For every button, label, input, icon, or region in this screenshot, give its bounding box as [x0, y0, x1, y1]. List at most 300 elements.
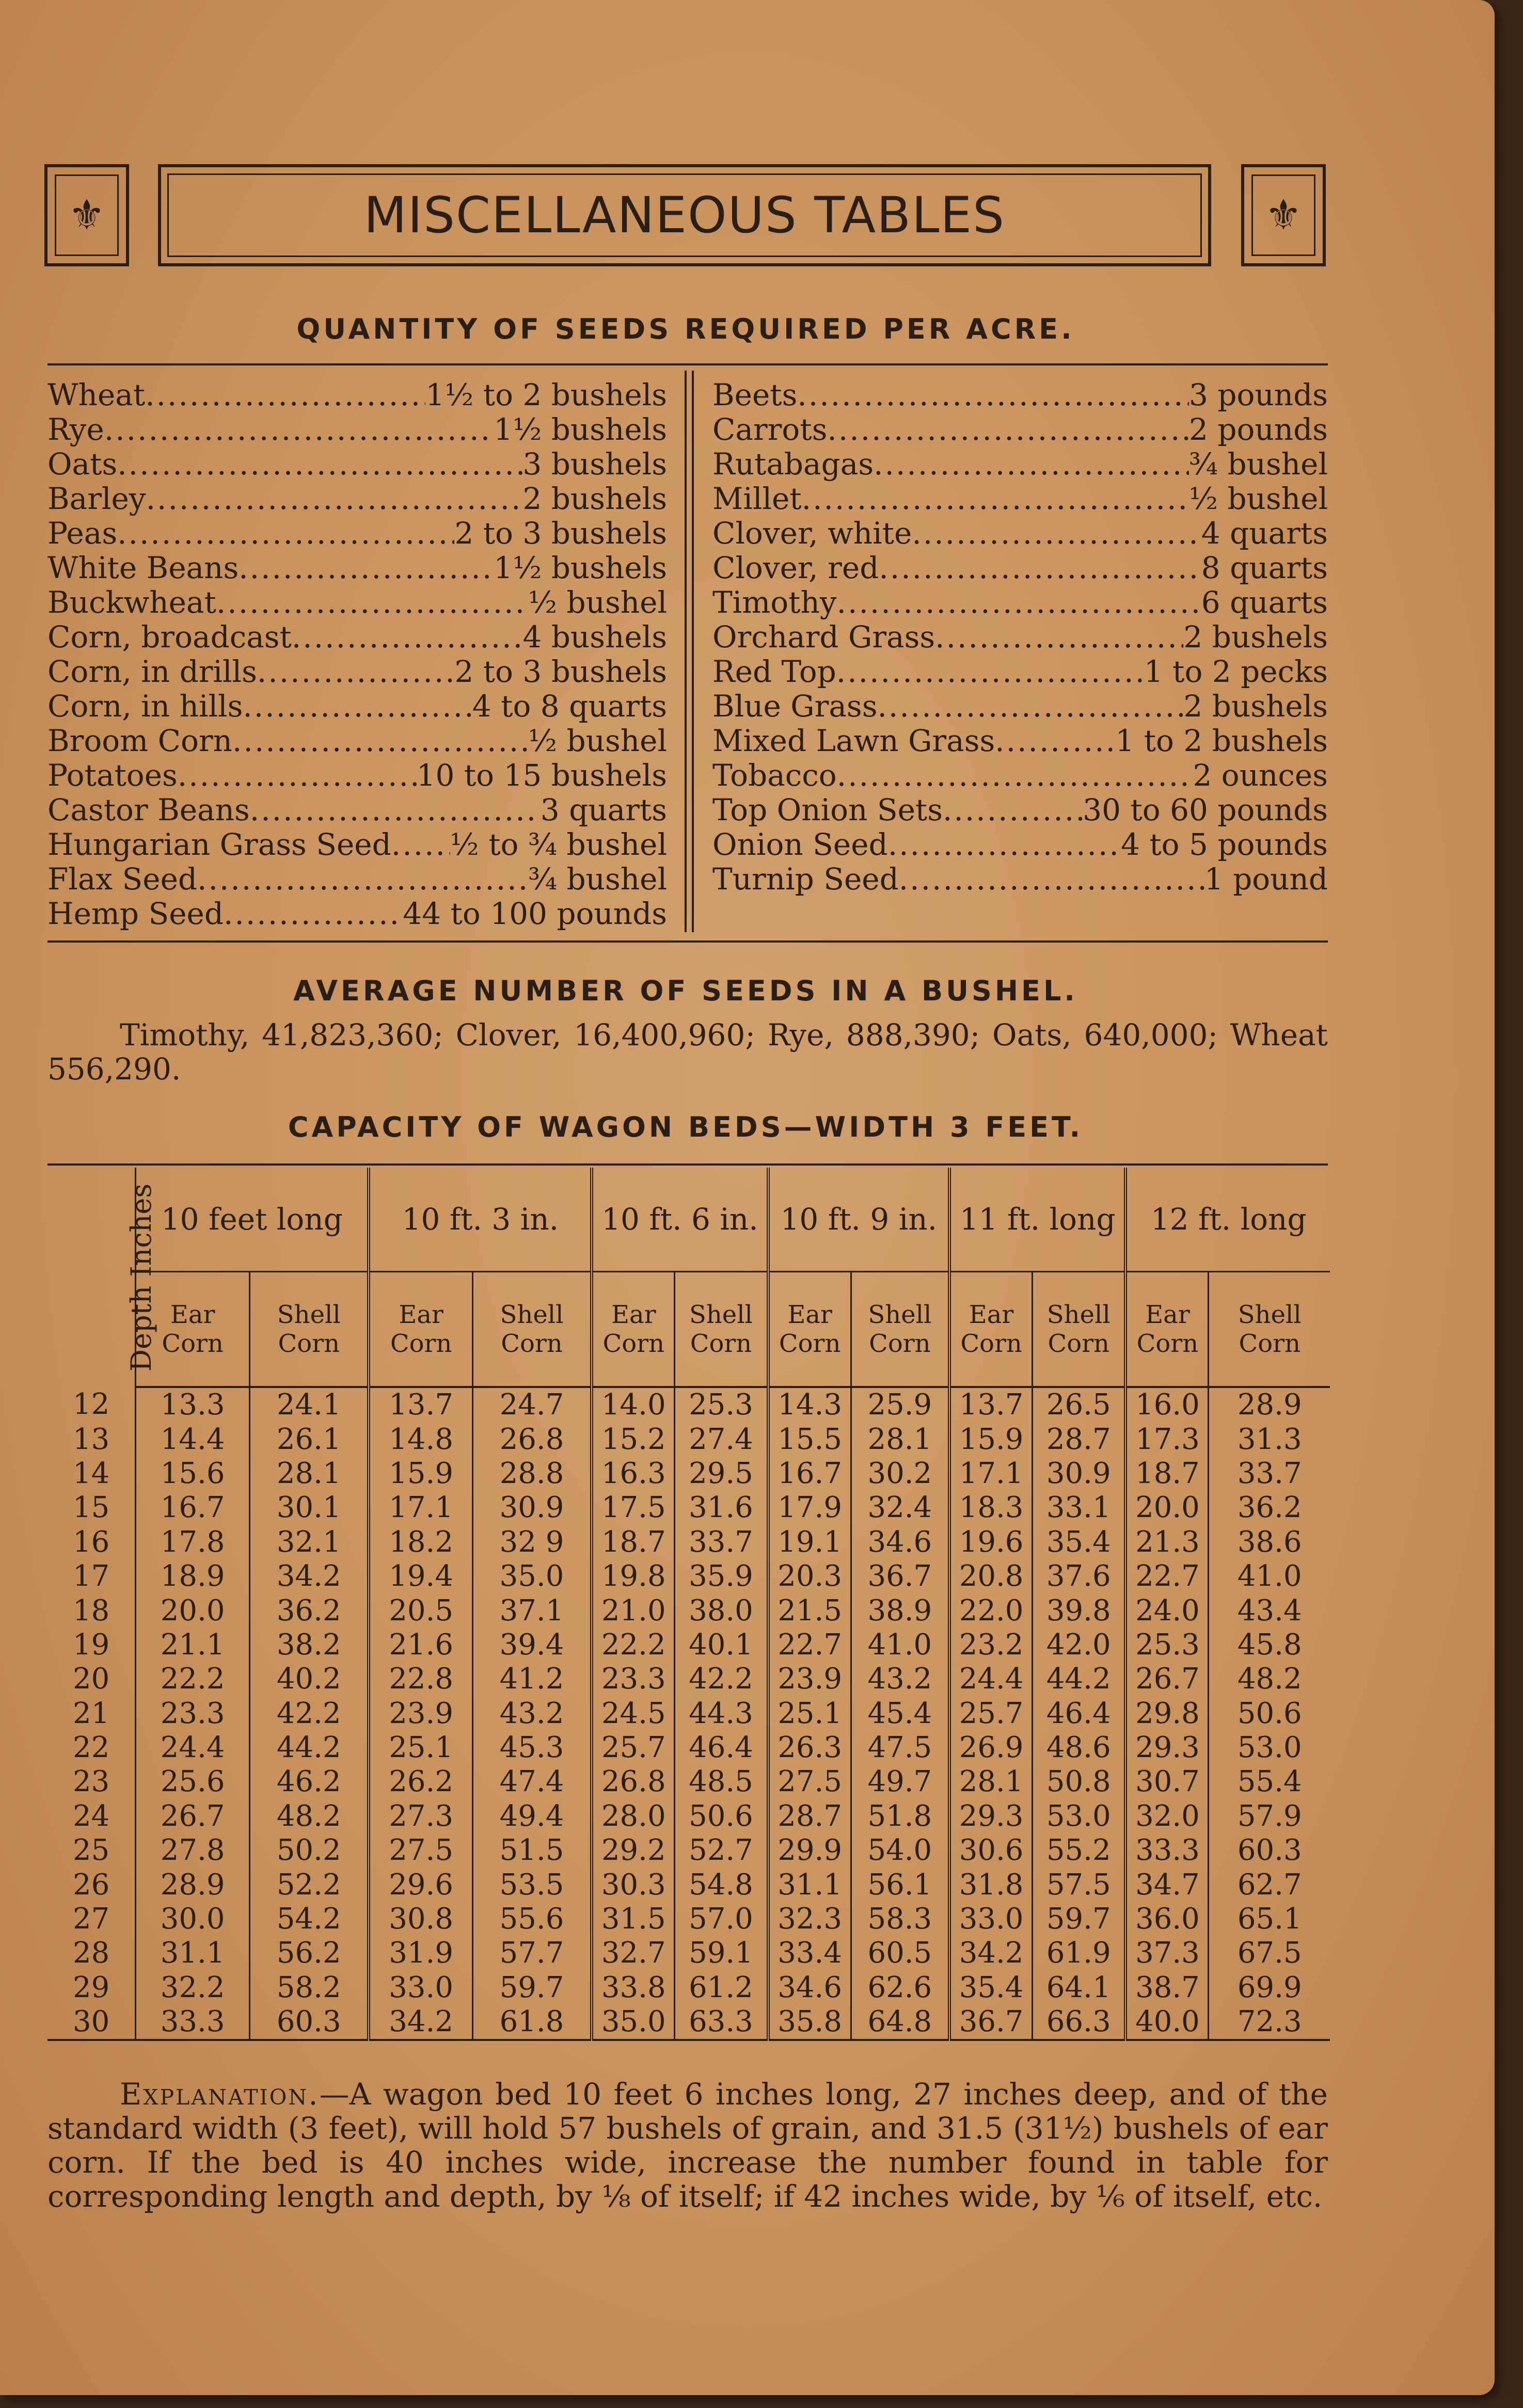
shell-corn-cell: 62.7	[1209, 1868, 1330, 1902]
table-row	[47, 1765, 1330, 1799]
ear-corn-cell: 25.3	[1125, 1628, 1209, 1662]
shell-corn-cell: 44.2	[250, 1731, 369, 1765]
ear-corn-header: Ear Corn	[136, 1272, 250, 1388]
shell-corn-cell: 60.3	[250, 2005, 369, 2040]
table-row	[47, 1936, 1330, 1970]
seed-row	[47, 620, 667, 655]
shell-corn-cell: 27.4	[675, 1422, 768, 1456]
dot-leader	[145, 378, 425, 412]
seed-name: Red Top	[712, 654, 836, 689]
shell-corn-header: Shell Corn	[675, 1272, 768, 1388]
ear-corn-cell: 26.8	[592, 1765, 675, 1799]
wagon-capacity-table	[47, 1168, 1330, 2041]
seed-quantity: 4 to 8 quarts	[472, 689, 667, 724]
ear-corn-cell: 20.0	[1125, 1491, 1209, 1525]
ear-corn-cell: 23.9	[768, 1662, 851, 1696]
ear-corn-cell: 22.8	[369, 1662, 472, 1696]
ear-corn-cell: 18.7	[592, 1525, 675, 1559]
ear-corn-cell: 28.1	[949, 1765, 1033, 1799]
shell-corn-cell: 37.6	[1033, 1559, 1126, 1593]
seed-row	[47, 482, 667, 516]
dot-leader	[995, 724, 1115, 758]
shell-corn-cell: 50.8	[1033, 1765, 1126, 1799]
seed-name: Orchard Grass	[712, 619, 935, 655]
ear-corn-cell: 25.7	[949, 1697, 1033, 1731]
explanation-paragraph	[47, 2077, 1328, 2213]
seed-quantity: ¾ bushel	[1188, 446, 1328, 482]
seed-row	[47, 897, 667, 931]
depth-cell: 26	[72, 1868, 110, 1902]
depth-cell: 17	[72, 1559, 110, 1593]
ear-corn-cell: 13.7	[369, 1387, 472, 1422]
shell-corn-cell: 38.2	[250, 1628, 369, 1662]
length-group-header: 10 feet long	[136, 1168, 369, 1272]
depth-cell: 19	[72, 1628, 110, 1662]
shell-corn-cell: 61.9	[1033, 1936, 1126, 1970]
shell-corn-cell: 47.5	[851, 1731, 949, 1765]
dot-leader	[888, 827, 1121, 862]
length-group-header: 10 ft. 3 in.	[369, 1168, 592, 1272]
seed-row	[712, 724, 1328, 758]
ear-corn-cell: 33.8	[592, 1971, 675, 2005]
ear-corn-cell: 15.9	[369, 1457, 472, 1491]
ear-corn-cell: 17.9	[768, 1491, 851, 1525]
ear-corn-cell: 25.7	[592, 1731, 675, 1765]
ear-corn-cell: 24.4	[136, 1731, 250, 1765]
seed-name: Barley	[47, 481, 146, 516]
shell-corn-cell: 38.9	[851, 1593, 949, 1628]
depth-cell: 16	[72, 1525, 110, 1559]
shell-corn-cell: 46.4	[675, 1731, 768, 1765]
shell-corn-cell: 32 9	[472, 1525, 592, 1559]
seed-quantity: 2 ounces	[1193, 758, 1328, 793]
shell-corn-cell: 55.2	[1033, 1833, 1126, 1868]
seed-row	[712, 793, 1328, 827]
shell-corn-cell: 55.6	[472, 1902, 592, 1936]
seed-name: Millet	[712, 481, 802, 516]
depth-cell: 15	[72, 1491, 110, 1525]
shell-corn-cell: 32.4	[851, 1491, 949, 1525]
shell-corn-cell: 69.9	[1209, 1971, 1330, 2005]
shell-corn-cell: 26.8	[472, 1422, 592, 1456]
seed-name: Beets	[712, 377, 798, 412]
shell-corn-cell: 54.2	[250, 1902, 369, 1936]
seed-row	[47, 516, 667, 551]
seed-quantity: 2 pounds	[1189, 412, 1328, 447]
dot-leader	[292, 620, 523, 655]
shell-corn-cell: 41.2	[472, 1662, 592, 1696]
dot-leader	[146, 482, 523, 516]
table-row	[47, 1387, 1330, 1422]
ear-corn-cell: 18.9	[136, 1559, 250, 1593]
seed-quantity: 4 to 5 pounds	[1121, 827, 1328, 862]
ear-corn-cell: 21.0	[592, 1593, 675, 1628]
ear-corn-cell: 14.4	[136, 1422, 250, 1456]
seed-row	[47, 551, 667, 585]
shell-corn-cell: 53.0	[1209, 1731, 1330, 1765]
seed-name: Rye	[47, 412, 104, 447]
dot-leader	[224, 897, 403, 931]
seed-name: Corn, broadcast	[47, 619, 292, 655]
seed-row	[712, 827, 1328, 862]
ear-corn-cell: 21.3	[1125, 1525, 1209, 1559]
dot-leader	[935, 620, 1183, 655]
table-row	[47, 1662, 1330, 1696]
shell-corn-cell: 39.4	[472, 1628, 592, 1662]
shell-corn-cell: 57.7	[472, 1936, 592, 1970]
ear-corn-cell: 35.0	[592, 2005, 675, 2040]
ear-corn-cell: 16.0	[1125, 1387, 1209, 1422]
shell-corn-cell: 49.7	[851, 1765, 949, 1799]
seed-row	[712, 758, 1328, 793]
seed-quantity: 1½ bushels	[494, 550, 667, 585]
shell-corn-cell: 34.2	[250, 1559, 369, 1593]
ear-corn-header: Ear Corn	[949, 1272, 1033, 1388]
shell-corn-cell: 57.0	[675, 1902, 768, 1936]
seed-row	[712, 689, 1328, 724]
seed-name: Corn, in drills	[47, 654, 257, 689]
length-group-header: 11 ft. long	[949, 1168, 1125, 1272]
ear-corn-cell: 15.9	[949, 1422, 1033, 1456]
ear-corn-cell: 27.8	[136, 1833, 250, 1868]
shell-corn-cell: 60.3	[1209, 1833, 1330, 1868]
ear-corn-cell: 30.7	[1125, 1765, 1209, 1799]
shell-corn-cell: 38.0	[675, 1593, 768, 1628]
dot-leader	[104, 412, 494, 447]
ear-corn-cell: 29.6	[369, 1868, 472, 1902]
depth-cell: 21	[72, 1696, 110, 1730]
ear-corn-cell: 34.7	[1125, 1868, 1209, 1902]
ear-corn-cell: 28.7	[768, 1799, 851, 1833]
ear-corn-cell: 19.6	[949, 1525, 1033, 1559]
fleur-de-lis-icon: ⚜	[55, 174, 119, 256]
ear-corn-cell: 33.3	[136, 2005, 250, 2040]
seed-quantity: ½ to ¾ bushel	[450, 827, 667, 862]
ear-corn-cell: 36.0	[1125, 1902, 1209, 1936]
shell-corn-cell: 26.1	[250, 1422, 369, 1456]
seed-quantity: 3 bushels	[522, 446, 667, 482]
seed-name: Clover, red	[712, 550, 879, 585]
explanation-text: —A wagon bed 10 feet 6 inches long, 27 inches deep, and of the standard width (3 feet), will hold 57 bushels of grain, and 31.5 (31½) bushels of ear corn. If the bed is 40 inches wide, increase the number found in table for corresponding length and depth, by ⅛ of itself; if 42 inches wide, by ⅙ of itself, etc.	[47, 2077, 1328, 2214]
shell-corn-cell: 58.3	[851, 1902, 949, 1936]
ear-corn-header: Ear Corn	[369, 1272, 472, 1388]
page-title: MISCELLANEOUS TABLES	[167, 173, 1202, 257]
seed-name: Blue Grass	[712, 689, 878, 724]
shell-corn-cell: 35.0	[472, 1559, 592, 1593]
shell-corn-cell: 37.1	[472, 1593, 592, 1628]
dot-leader	[837, 585, 1201, 620]
seed-name: Castor Beans	[47, 792, 250, 827]
depth-cell: 27	[72, 1902, 110, 1936]
ear-corn-header: Ear Corn	[1125, 1272, 1209, 1388]
ear-corn-cell: 21.1	[136, 1628, 250, 1662]
ear-corn-cell: 33.3	[1125, 1833, 1209, 1868]
dot-leader	[879, 551, 1201, 585]
shell-corn-header: Shell Corn	[472, 1272, 592, 1388]
seed-row	[47, 793, 667, 827]
seed-quantity: 3 pounds	[1189, 377, 1328, 412]
seed-quantity: 4 bushels	[522, 619, 667, 655]
seed-name: Timothy	[712, 585, 837, 620]
shell-corn-cell: 29.5	[675, 1457, 768, 1491]
ear-corn-cell: 17.1	[949, 1457, 1033, 1491]
title-box	[158, 164, 1211, 266]
ear-corn-cell: 30.8	[369, 1902, 472, 1936]
shell-corn-cell: 31.3	[1209, 1422, 1330, 1456]
shell-corn-cell: 52.2	[250, 1868, 369, 1902]
ear-corn-cell: 30.6	[949, 1833, 1033, 1868]
dot-leader	[899, 862, 1204, 897]
ear-corn-cell: 13.7	[949, 1387, 1033, 1422]
seed-row	[712, 516, 1328, 551]
seed-quantity: 2 to 3 bushels	[454, 654, 667, 689]
seed-row	[712, 482, 1328, 516]
shell-corn-cell: 60.5	[851, 1936, 949, 1970]
ear-corn-cell: 31.5	[592, 1902, 675, 1936]
depth-cell: 20	[72, 1662, 110, 1696]
seeds-left-column	[47, 378, 667, 931]
ear-corn-cell: 30.3	[592, 1868, 675, 1902]
ear-corn-cell: 23.3	[592, 1662, 675, 1696]
shell-corn-cell: 48.2	[250, 1799, 369, 1833]
shell-corn-cell: 45.4	[851, 1697, 949, 1731]
shell-corn-cell: 40.1	[675, 1628, 768, 1662]
seeds-right-column	[712, 378, 1328, 897]
ear-corn-cell: 26.2	[369, 1765, 472, 1799]
shell-corn-cell: 47.4	[472, 1765, 592, 1799]
ear-corn-cell: 29.3	[1125, 1731, 1209, 1765]
ear-corn-cell: 31.1	[768, 1868, 851, 1902]
right-emblem-box	[1241, 164, 1326, 266]
dot-leader	[250, 793, 541, 827]
shell-corn-cell: 51.5	[472, 1833, 592, 1868]
table-row	[47, 1731, 1330, 1765]
ear-corn-cell: 17.5	[592, 1491, 675, 1525]
ear-corn-cell: 17.8	[136, 1525, 250, 1559]
table-row	[47, 1628, 1330, 1662]
shell-corn-cell: 53.0	[1033, 1799, 1126, 1833]
ear-corn-cell: 33.0	[949, 1902, 1033, 1936]
table-row	[47, 1902, 1330, 1936]
shell-corn-cell: 30.9	[472, 1491, 592, 1525]
depth-cell: 22	[72, 1731, 110, 1765]
seed-name: Rutabagas	[712, 446, 874, 482]
depth-cell: 25	[72, 1833, 110, 1868]
shell-corn-cell: 35.4	[1033, 1525, 1126, 1559]
shell-corn-cell: 46.2	[250, 1765, 369, 1799]
shell-corn-cell: 58.2	[250, 1971, 369, 2005]
ear-corn-cell: 29.2	[592, 1833, 675, 1868]
seed-quantity: 1½ bushels	[494, 412, 667, 447]
shell-corn-cell: 38.6	[1209, 1525, 1330, 1559]
ear-corn-cell: 27.5	[369, 1833, 472, 1868]
seed-name: Wheat	[47, 377, 146, 412]
seed-quantity: 1 to 2 bushels	[1115, 723, 1328, 758]
seed-name: Oats	[47, 446, 118, 482]
explanation-lead: Explanation.	[120, 2077, 320, 2112]
shell-corn-cell: 28.1	[250, 1457, 369, 1491]
bushel-text: Timothy, 41,823,360; Clover, 16,400,960; Rye, 888,390; Oats, 640,000; Wheat 556,290.	[47, 1017, 1328, 1087]
dot-leader	[836, 655, 1144, 689]
ear-corn-cell: 25.1	[768, 1697, 851, 1731]
ear-corn-cell: 13.3	[136, 1387, 250, 1422]
ear-corn-cell: 33.4	[768, 1936, 851, 1970]
ear-corn-cell: 20.5	[369, 1593, 472, 1628]
seed-name: Potatoes	[47, 758, 178, 793]
column-divider	[685, 371, 687, 932]
dot-leader	[837, 758, 1193, 793]
seed-name: Peas	[47, 516, 118, 551]
table-row	[47, 1971, 1330, 2005]
ear-corn-cell: 18.3	[949, 1491, 1033, 1525]
ear-corn-cell: 26.7	[136, 1799, 250, 1833]
shell-corn-cell: 59.1	[675, 1936, 768, 1970]
shell-corn-cell: 61.8	[472, 2005, 592, 2040]
seed-quantity: 2 bushels	[522, 481, 667, 516]
ear-corn-cell: 22.2	[592, 1628, 675, 1662]
shell-corn-cell: 25.9	[851, 1387, 949, 1422]
dot-leader	[216, 585, 528, 620]
dot-leader	[239, 551, 494, 585]
ear-corn-cell: 35.8	[768, 2005, 851, 2040]
shell-corn-cell: 62.6	[851, 1971, 949, 2005]
table-row	[47, 1593, 1330, 1628]
ear-corn-cell: 32.2	[136, 1971, 250, 2005]
ear-corn-cell: 28.0	[592, 1799, 675, 1833]
seed-name: Hungarian Grass Seed	[47, 827, 391, 862]
shell-corn-cell: 46.4	[1033, 1697, 1126, 1731]
shell-corn-cell: 45.8	[1209, 1628, 1330, 1662]
table-row	[47, 1833, 1330, 1868]
depth-cell: 13	[72, 1422, 110, 1456]
dot-leader	[197, 862, 528, 897]
ear-corn-cell: 17.1	[369, 1491, 472, 1525]
table-row	[47, 1525, 1330, 1559]
shell-corn-cell: 30.1	[250, 1491, 369, 1525]
table-row	[47, 1422, 1330, 1456]
depth-cell: 23	[72, 1765, 110, 1799]
shell-corn-cell: 34.6	[851, 1525, 949, 1559]
shell-corn-cell: 65.1	[1209, 1902, 1330, 1936]
shell-corn-cell: 56.1	[851, 1868, 949, 1902]
left-emblem-box	[44, 164, 129, 266]
ear-corn-cell: 24.5	[592, 1697, 675, 1731]
shell-corn-cell: 36.2	[250, 1593, 369, 1628]
seed-quantity: 4 quarts	[1201, 516, 1328, 551]
seed-quantity: ½ bushel	[528, 585, 667, 620]
seed-name: Buckwheat	[47, 585, 216, 620]
fleur-de-lis-icon: ⚜	[1251, 174, 1315, 256]
shell-corn-cell: 32.1	[250, 1525, 369, 1559]
length-group-header: 10 ft. 6 in.	[592, 1168, 768, 1272]
ear-corn-cell: 19.8	[592, 1559, 675, 1593]
wagon-top-rule	[47, 1163, 1328, 1166]
seed-quantity: 8 quarts	[1201, 550, 1328, 585]
seed-quantity: 44 to 100 pounds	[403, 896, 667, 931]
shell-corn-cell: 24.1	[250, 1387, 369, 1422]
seed-row	[47, 689, 667, 724]
seed-quantity: 2 to 3 bushels	[454, 516, 667, 551]
shell-corn-cell: 33.1	[1033, 1491, 1126, 1525]
ear-corn-cell: 24.4	[949, 1662, 1033, 1696]
shell-corn-cell: 53.5	[472, 1868, 592, 1902]
seed-quantity: 1 to 2 pecks	[1144, 654, 1328, 689]
seed-quantity: ½ bushel	[528, 723, 667, 758]
shell-corn-cell: 49.4	[472, 1799, 592, 1833]
seed-name: Mixed Lawn Grass	[712, 723, 995, 758]
shell-corn-cell: 33.7	[1209, 1457, 1330, 1491]
seed-name: Broom Corn	[47, 723, 232, 758]
depth-cell: 12	[72, 1388, 110, 1422]
shell-corn-cell: 41.0	[1209, 1559, 1330, 1593]
ear-corn-cell: 34.2	[949, 1936, 1033, 1970]
ear-corn-cell: 23.9	[369, 1697, 472, 1731]
seed-row	[47, 447, 667, 482]
seed-quantity: 2 bushels	[1183, 689, 1328, 724]
shell-corn-cell: 64.8	[851, 2005, 949, 2040]
ear-corn-cell: 25.6	[136, 1765, 250, 1799]
ear-corn-cell: 32.3	[768, 1902, 851, 1936]
seed-row	[47, 412, 667, 447]
ear-corn-cell: 38.7	[1125, 1971, 1209, 2005]
ear-corn-cell: 26.9	[949, 1731, 1033, 1765]
dot-leader	[232, 724, 528, 758]
ear-corn-cell: 15.6	[136, 1457, 250, 1491]
ear-corn-cell: 14.3	[768, 1387, 851, 1422]
seed-row	[712, 551, 1328, 585]
ear-corn-cell: 22.0	[949, 1593, 1033, 1628]
ear-corn-cell: 23.3	[136, 1697, 250, 1731]
ear-corn-cell: 25.1	[369, 1731, 472, 1765]
shell-corn-cell: 64.1	[1033, 1971, 1126, 2005]
ear-corn-cell: 36.7	[949, 2005, 1033, 2040]
shell-corn-cell: 67.5	[1209, 1936, 1330, 1970]
shell-corn-cell: 43.4	[1209, 1593, 1330, 1628]
seed-name: Onion Seed	[712, 827, 888, 862]
seed-row	[47, 862, 667, 897]
ear-corn-cell: 14.0	[592, 1387, 675, 1422]
table-row	[47, 1559, 1330, 1593]
shell-corn-cell: 33.7	[675, 1525, 768, 1559]
seed-row	[712, 620, 1328, 655]
ear-corn-header: Ear Corn	[768, 1272, 851, 1388]
ear-corn-cell: 32.7	[592, 1936, 675, 1970]
shell-corn-cell: 43.2	[851, 1662, 949, 1696]
seed-row	[712, 412, 1328, 447]
length-group-header: 10 ft. 9 in.	[768, 1168, 949, 1272]
dot-leader	[827, 412, 1189, 447]
seed-quantity: ¾ bushel	[528, 862, 667, 897]
ear-corn-cell: 19.1	[768, 1525, 851, 1559]
shell-corn-cell: 57.5	[1033, 1868, 1126, 1902]
ear-corn-cell: 15.2	[592, 1422, 675, 1456]
shell-corn-cell: 72.3	[1209, 2005, 1330, 2040]
seed-row	[47, 827, 667, 862]
ear-corn-cell: 18.7	[1125, 1457, 1209, 1491]
depth-cell: 30	[47, 2005, 136, 2040]
dot-leader	[243, 689, 472, 724]
ear-corn-cell: 31.1	[136, 1936, 250, 1970]
shell-corn-cell: 50.6	[1209, 1697, 1330, 1731]
shell-corn-header: Shell Corn	[851, 1272, 949, 1388]
shell-corn-cell: 28.9	[1209, 1387, 1330, 1422]
ear-corn-cell: 20.8	[949, 1559, 1033, 1593]
seed-name: Hemp Seed	[47, 896, 224, 931]
ear-corn-cell: 32.0	[1125, 1799, 1209, 1833]
ear-corn-cell: 26.3	[768, 1731, 851, 1765]
table-row	[47, 1491, 1330, 1525]
shell-corn-cell: 54.0	[851, 1833, 949, 1868]
